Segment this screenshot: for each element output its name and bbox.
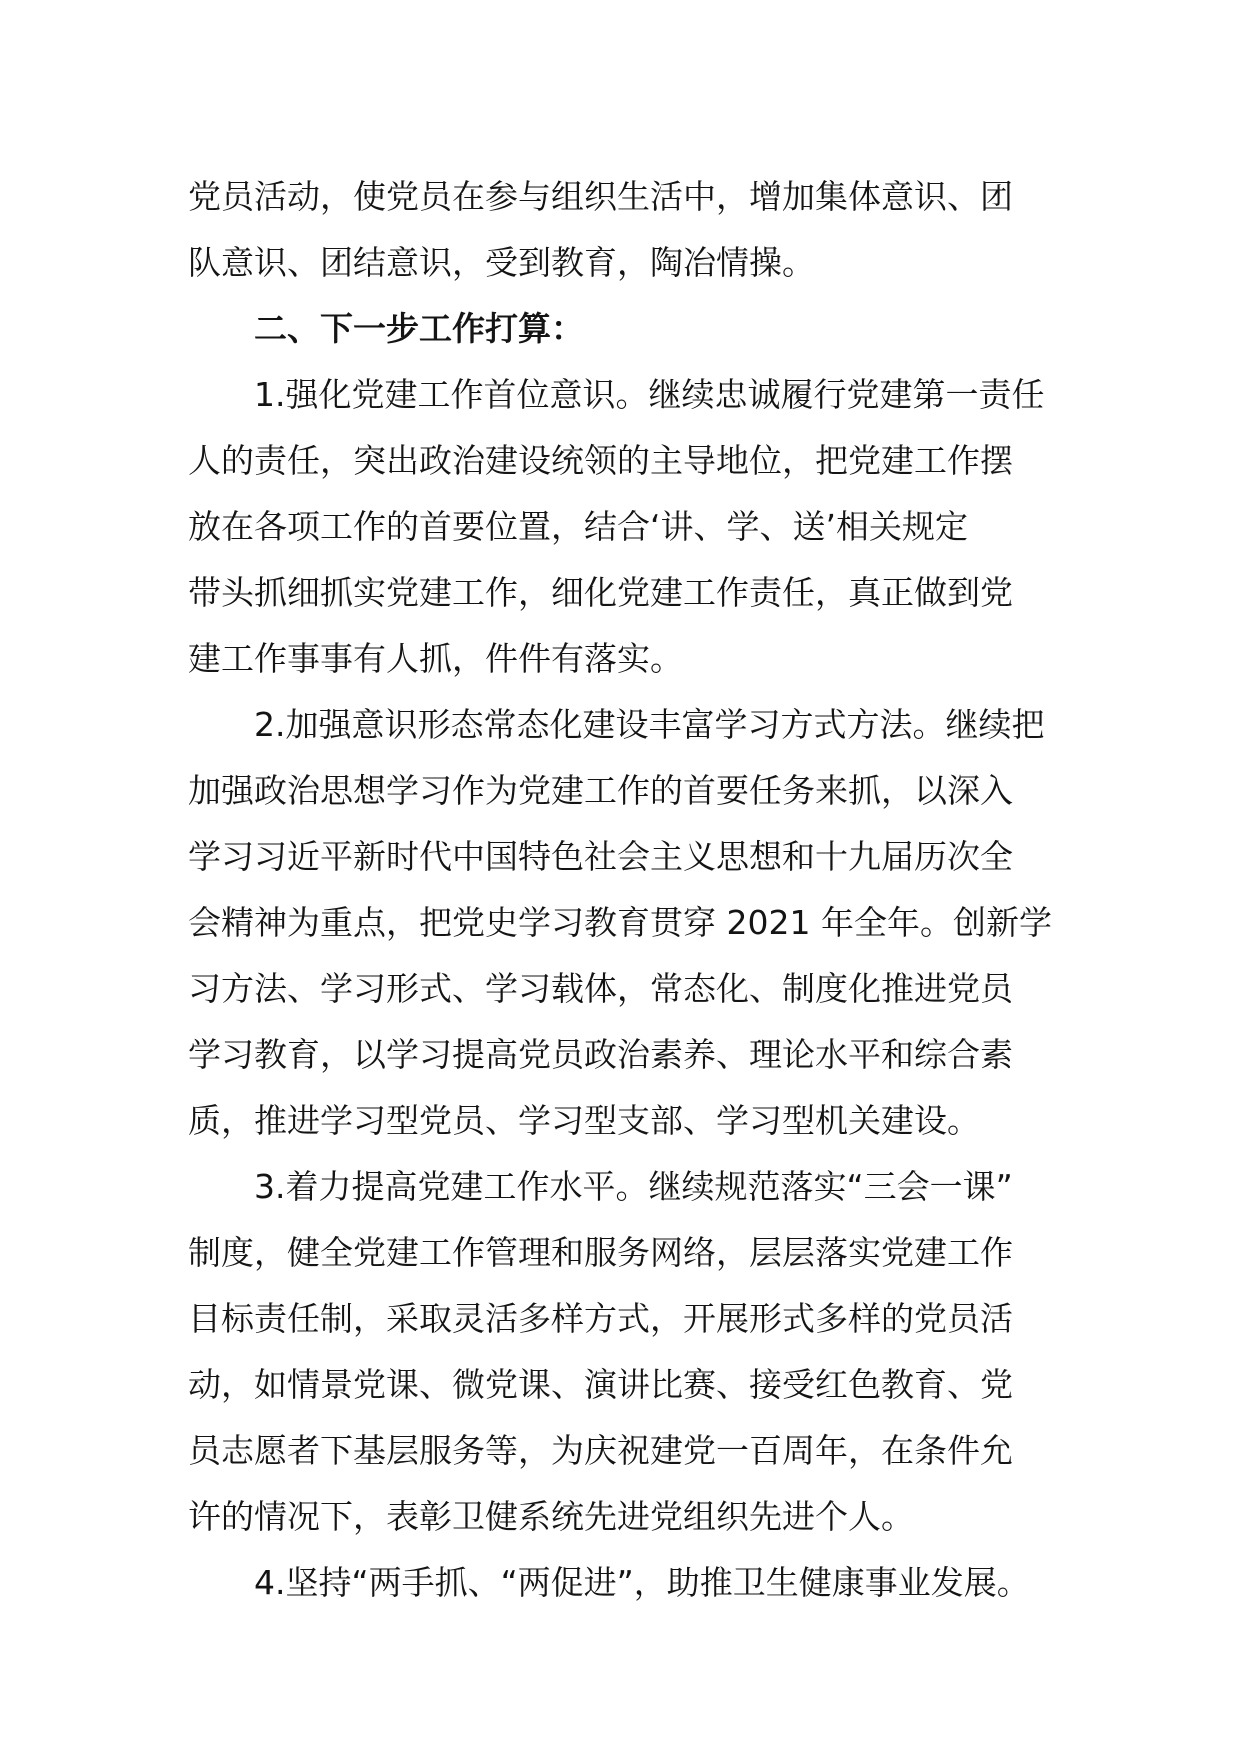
text-line: 放在各项工作的首要位置，结合‘讲、学、送’相关规定 <box>188 507 968 546</box>
text-line: 2.加强意识形态常态化建设丰富学习方式方法。继续把 <box>254 705 1045 744</box>
text-line: 1.强化党建工作首位意识。继续忠诚履行党建第一责任 <box>254 375 1045 414</box>
text-line: 会精神为重点，把党史学习教育贯穿 2021 年全年。创新学 <box>188 903 1052 942</box>
text-line: 队意识、团结意识，受到教育，陶冶情操。 <box>188 243 815 282</box>
text-line: 制度，健全党建工作管理和服务网络，层层落实党建工作 <box>188 1233 1013 1272</box>
text-line: 3.着力提高党建工作水平。继续规范落实“三会一课” <box>254 1167 1013 1206</box>
text-line: 带头抓细抓实党建工作，细化党建工作责任，真正做到党 <box>188 573 1013 612</box>
text-line: 许的情况下，表彰卫健系统先进党组织先进个人。 <box>188 1497 914 1536</box>
text-line: 建工作事事有人抓，件件有落实。 <box>188 639 683 678</box>
text-line: 动，如情景党课、微党课、演讲比赛、接受红色教育、党 <box>188 1365 1013 1404</box>
text-line: 员志愿者下基层服务等，为庆祝建党一百周年，在条件允 <box>188 1431 1013 1470</box>
text-line: 加强政治思想学习作为党建工作的首要任务来抓，以深入 <box>188 771 1013 810</box>
text-line: 学习习近平新时代中国特色社会主义思想和十九届历次全 <box>188 837 1013 876</box>
section-heading: 二、下一步工作打算： <box>254 309 584 348</box>
text-line: 目标责任制，采取灵活多样方式，开展形式多样的党员活 <box>188 1299 1013 1338</box>
text-line: 学习教育，以学习提高党员政治素养、理论水平和综合素 <box>188 1035 1013 1074</box>
text-line: 人的责任，突出政治建设统领的主导地位，把党建工作摆 <box>188 441 1013 480</box>
text-line: 习方法、学习形式、学习载体，常态化、制度化推进党员 <box>188 969 1013 1008</box>
text-line: 党员活动，使党员在参与组织生活中，增加集体意识、团 <box>188 177 1013 216</box>
text-line: 4.坚持“两手抓、“两促进”，助推卫生健康事业发展。 <box>254 1563 1030 1602</box>
text-line: 质，推进学习型党员、学习型支部、学习型机关建设。 <box>188 1101 980 1140</box>
